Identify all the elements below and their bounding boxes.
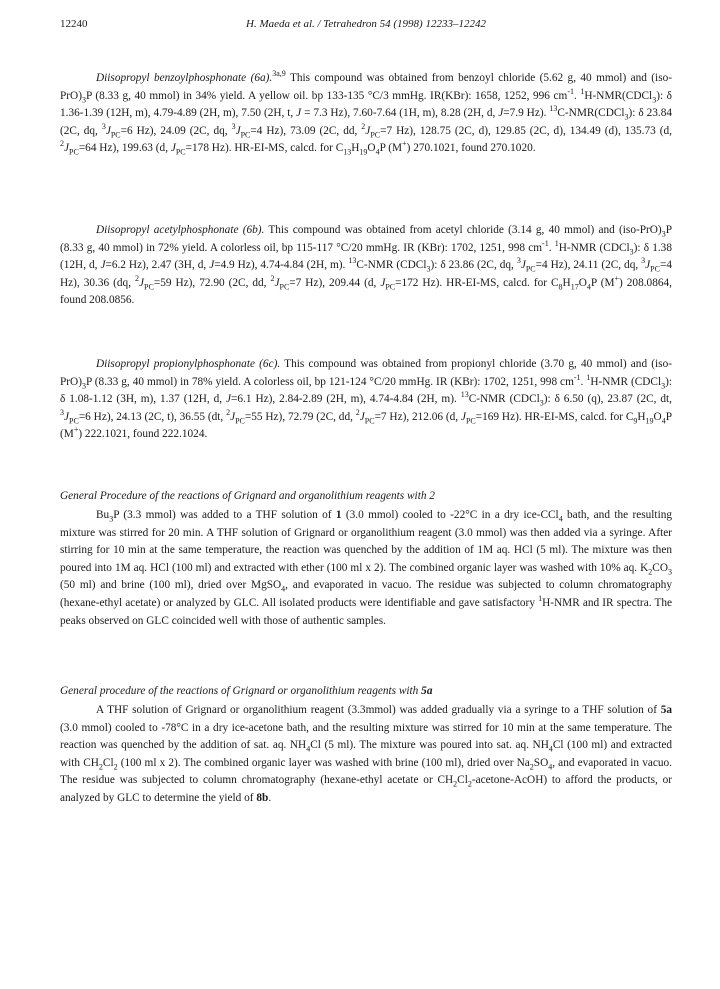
section-heading-reagents-with-2: General Procedure of the reactions of Grignard and organolithium reagents with 2 <box>60 490 435 502</box>
paragraph-6b-body: This compound was obtained from acetyl chloride (3.14 g, 40 mmol) and $(iso-PrO)_3P$ (8.33 g, 40 mmol) in 72% yield. A colorless oil, bp 115-117 °C/20 mmHg. IR (KBr): 1702, 1251, 998 $cm^{-1}$. $^1$H-NMR (CDCl$_3$): δ 1.38 (12H, d, J=6.2 Hz), 2.47 (3H, d, J=4.9 Hz), 4.74-4.84 (2H, m). $^{13}$C-NMR (CDCl$_3$): δ 23.86 (2C, dq, $^3J_{PC}=4$ Hz), 24.11 (2C, dq, $^3J_{PC}=4$ Hz), 30.36 (dq, $^2J_{PC}=59$ Hz), 72.90 (2C, dd, $^2J_{PC}=7$ Hz), 209.44 (d, $J_{PC}=172$ Hz). HR-EI-MS, calcd. for $C_8H_{17}O_4P$ (M+) 208.0864, found 208.0856. <box>60 224 672 307</box>
paragraph-6a-body: $^{3a,9}$ This compound was obtained from benzoyl chloride (5.62 g, 40 mmol) and $(iso-PrO)_3P$ (8.33 g, 40 mmol) in 34% yield. A yellow oil. bp 133-135 °C/3 mmHg. IR(KBr): 1658, 1252, 996 $cm^{-1}$. $^1$H-NMR(CDCl$_3$): δ 1.36-1.39 (12H, m), 4.79-4.89 (2H, m), 7.50 (2H, t, J = 7.3 Hz), 7.60-7.64 (1H, m), 8.28 (2H, d, J=7.9 Hz). $^{13}$C-NMR(CDCl$_3$): δ 23.84 (2C, dq, $^3J_{PC}=6$ Hz), 24.09 (2C, dq, $^3J_{PC}=4$ Hz), 73.09 (2C, dd, $^2J_{PC}=7$ Hz), 128.75 (2C, d), 129.85 (2C, d), 134.49 (d), 135.73 (d, $^2J_{PC}=64$ Hz), 199.63 (d, $J_{PC}=178$ Hz). HR-EI-MS, calcd. for $C_{13}H_{19}O_4P$ (M+) 270.1021, found 270.1020. <box>60 69 673 157</box>
page-header <box>60 18 672 38</box>
paragraph-6b <box>60 222 672 310</box>
paragraph-procedure-2: $Bu_3P$ (3.3 mmol) was added to a THF solution of 1 (3.0 mmol) cooled to -22°C in a dry ice-CCl$_4$ bath, and the resulting mixture was stirred for 20 min. A THF solution of Grignard or organolithium reagent (3.0 mmol) was then added via a syringe. After stirring for 10 min at the same temperature, the reaction was quenched by the addition of 1M aq. HCl (5 ml). The mixture was then poured into 1M aq. HCl (100 ml) and extracted with ether (100 ml x 2). The combined organic layer was washed with 10% aq. $K_2CO_3$ (50 ml) and brine (100 ml), dried over MgSO$_4$, and evaporated in vacuo. The residue was subjected to column chromatography (hexane-ethyl acetate) or analyzed by GLC. All isolated products were identifiable and gave satisfactory $^1$H-NMR and IR spectra. The peaks observed on GLC coincided well with those of authentic samples. <box>60 509 673 627</box>
compound-title-6c: Diisopropyl propionylphosphonate (6c). <box>96 358 281 370</box>
paragraph-6c <box>60 356 672 444</box>
page-number: 12240 <box>60 18 88 30</box>
compound-title-6a: Diisopropyl benzoylphosphonate (6a). <box>96 72 273 84</box>
paragraph-6a <box>60 70 672 158</box>
compound-title-6b: Diisopropyl acetylphosphonate (6b). <box>96 224 265 236</box>
section-heading-reagents-with-5a: General procedure of the reactions of Grignard or organolithium reagents with 5a <box>60 685 433 697</box>
paragraph-procedure-5a: A THF solution of Grignard or organolithium reagent (3.3mmol) was added gradually via a syringe to a THF solution of 5a (3.0 mmol) cooled to -78°C in a dry ice-acetone bath, and the resulting mixture was stirred for 10 min at the same temperature. The reaction was quenched by the addition of sat. aq. $NH_4Cl$ (5 ml). The mixture was poured into sat. aq. $NH_4Cl$ (100 ml) and extracted with $CH_2Cl_2$ (100 ml x 2). The combined organic layer was washed with brine (100 ml), dried over $Na_2SO_4$, and evaporated in vacuo. The residue was subjected to column chromatography (hexane-ethyl acetate or $CH_2Cl_2-acetone-AcOH$) to afford the products, or analyzed by GLC to determine the yield of 8b. <box>60 704 672 804</box>
paragraph-6c-body: This compound was obtained from propionyl chloride (3.70 g, 40 mmol) and $(iso-PrO)_3P$ (8.33 g, 40 mmol) in 78% yield. A colorless oil, bp 121-124 °C/20 mmHg. IR (KBr): 1702, 1251, 998 $cm^{-1}$. $^1$H-NMR (CDCl$_3$): δ 1.08-1.12 (3H, m), 1.37 (12H, d, J=6.1 Hz), 2.84-2.89 (2H, m), 4.74-4.84 (2H, m). $^{13}$C-NMR (CDCl$_3$): δ 6.50 (q), 23.87 (2C, dt, $^3J_{PC}=6$ Hz), 24.13 (2C, t), 36.55 (dt, $^2J_{PC}=55$ Hz), 72.79 (2C, dd, $^2J_{PC}=7$ Hz), 212.06 (d, $J_{PC}=169$ Hz). HR-EI-MS, calcd. for $C_9H_{19}O_4P$ (M+) 222.1021, found 222.1024. <box>60 358 672 441</box>
running-title: H. Maeda et al. / Tetrahedron 54 (1998) 12233–12242 <box>246 18 486 30</box>
